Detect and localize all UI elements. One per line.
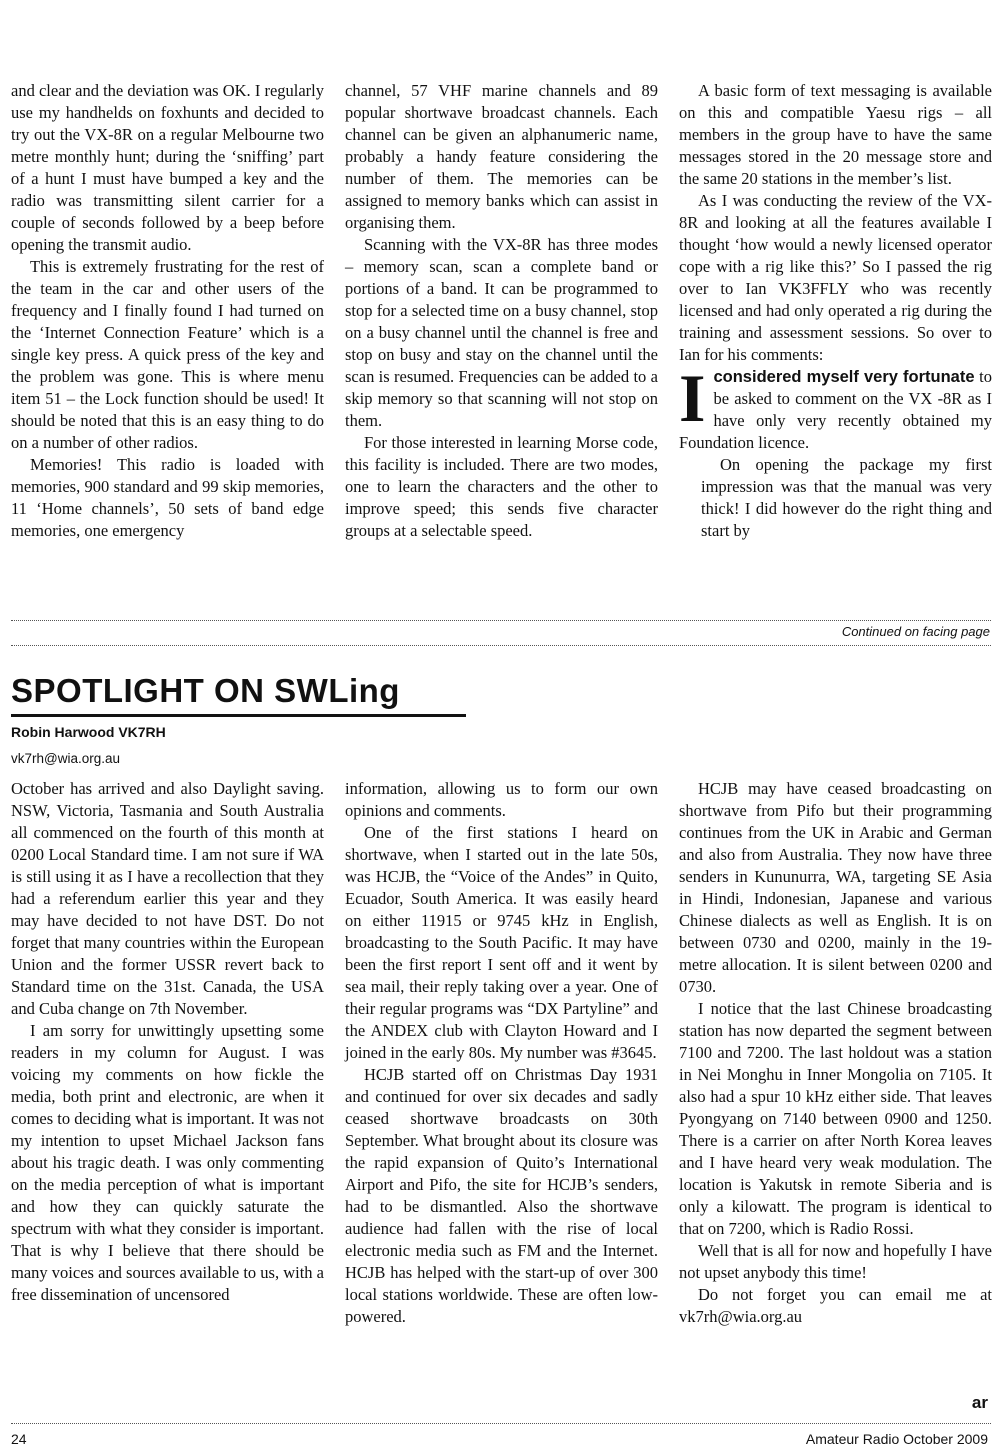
drop-cap: I	[679, 360, 706, 436]
paragraph: October has arrived and also Daylight saving. NSW, Victoria, Tasmania and South Australia all commenced on the fourth of this month at 0200 Local Standard time. I am not sure if WA is still using it as I have a recollection that they had a referendum earlier this year and they may have decided to not have DST. Do not forget that many countries within the European Union and the former USSR revert back to Standard time on the 31st. Canada, the USA and Cuba change on 7th November.	[11, 779, 324, 1018]
page-number: 24	[11, 1431, 27, 1447]
paragraph: channel, 57 VHF marine channels and 89 popular shortwave broadcast channels. Each channel can be given an alphanumeric name, probably a handy feature considering the number of them. The memories can be assigned to memory banks which can assist in organising them.	[345, 81, 658, 232]
publication-footer: Amateur Radio October 2009	[805, 1431, 988, 1447]
section-title: SPOTLIGHT ON SWLing	[11, 672, 400, 709]
end-mark: ar	[971, 1393, 988, 1412]
continued-note: Continued on facing page	[841, 624, 990, 639]
paragraph: On opening the package my first impression was that the manual was very thick! I did however do the right thing and start by	[701, 455, 992, 540]
paragraph: HCJB started off on Christmas Day 1931 and continued for over six decades and sadly ceased shortwave broadcasts on 30th September. What brought about its closure was the rapid expansion of Quito’s International Airport and Pifo, the site for HCJB’s senders, had to be dismantled. Also the shortwave audience had fallen with the rise of local electronic media such as FM and the Internet. HCJB has helped with the start-up of over 300 local stations worldwide. These are often low-powered.	[345, 1065, 658, 1326]
author-email: vk7rh@wia.org.au	[11, 751, 121, 766]
paragraph: Scanning with the VX-8R has three modes – memory scan, scan a complete band or portions of a band. It can be programmed to stop for a selected time on a busy channel, stop on a busy channel until the channel is free and stop on busy and stay on the channel until the scan is resumed. Frequencies can be added to a skip memory so that scanning will not stop on them.	[345, 235, 658, 430]
paragraph: information, allowing us to form our own opinions and comments.	[345, 779, 658, 820]
paragraph: This is extremely frustrating for the rest of the team in the car and other users of the frequency and I finally found I had turned on the ‘Internet Connection Feature’ which is a single key press. A quick press of the key and the problem was gone. This is where menu item 51 – the Lock function should be used! It should be noted that this is an easy thing to do on a number of other radios.	[11, 257, 324, 452]
spotlight-column-3	[679, 778, 992, 1328]
spotlight-column-2	[345, 778, 658, 1328]
divider	[11, 1423, 991, 1424]
paragraph: As I was conducting the review of the VX-8R and looking at all the features available I thought ‘how would a newly licensed operator cope with a rig like this?’ So I passed the rig over to Ian VK3FFLY who was recently licensed and had only operated a rig during the training and assessment sessions. So over to Ian for his comments:	[679, 191, 992, 364]
title-underline	[11, 714, 466, 717]
paragraph: A basic form of text messaging is available on this and compatible Yaesu rigs – all members in the group have to have the same messages stored in the 20 message store and the same 20 stations in the member’s list.	[679, 81, 992, 188]
top-article-column-1	[11, 80, 324, 542]
ian-comments	[679, 360, 992, 542]
paragraph: Do not forget you can email me at vk7rh@wia.org.au	[679, 1285, 992, 1326]
paragraph: I notice that the last Chinese broadcasting station has now departed the segment between 7100 and 7200. The last holdout was a station in Nei Monghu in Inner Mongolia on 7105. It also had a spur 10 kHz either side. That leaves Pyongyang on 7140 between 0900 and 1250. There is a carrier on after North Korea leaves and I have heard very weak modulation. The location is Yakutsk in remote Siberia and is only a kilowatt. The program is identical to that on 7200, which is Radio Rossi.	[679, 999, 992, 1238]
paragraph: I am sorry for unwittingly upsetting some readers in my column for August. I was voicing my comments on how fickle the media, both print and electronic, are when it comes to deciding what is important. It was not my intention to upset Michael Jackson fans about his tragic death. I was only commenting on the media perception of what is important and how they can quickly saturate the spectrum with what they consider is important. That is why I believe that there should be many voices and sources available to us, with a free dissemination of uncensored	[11, 1021, 324, 1304]
divider	[11, 620, 991, 621]
top-article-column-3	[679, 80, 992, 542]
top-article-column-2	[345, 80, 658, 542]
paragraph: For those interested in learning Morse code, this facility is included. There are two modes, one to learn the characters and the other to improve speed; this sends five character groups at a selectable speed.	[345, 433, 658, 540]
spotlight-column-1	[11, 778, 324, 1306]
paragraph: One of the first stations I heard on shortwave, when I started out in the late 50s, was HCJB, the “Voice of the Andes” in Quito, Ecuador, South America. It was easily heard on either 11915 or 9745 kHz in English, broadcasting to the South Pacific. It may have been the first report I sent off and it went by sea mail, their reply taking over a year. One of their regular programs was “DX Partyline” and the ANDEX club with Clayton Howard and I joined in the early 80s. My number was #3645.	[345, 823, 658, 1062]
paragraph: Memories! This radio is loaded with memories, 900 standard and 99 skip memories, 11 ‘Home channels’, 50 sets of band edge memories, one emergency	[11, 455, 324, 540]
author-byline: Robin Harwood VK7RH	[11, 724, 166, 740]
paragraph: and clear and the deviation was OK. I regularly use my handhelds on foxhunts and decided to try out the VX-8R on a regular Melbourne two metre monthly hunt; during the ‘sniffing’ part of a hunt I must have bumped a key and the radio was transmitting silent carrier for a couple of seconds followed by a beep before opening the transmit audio.	[11, 81, 324, 254]
lead-rest-text: to be asked to comment on the VX -8R as I have only very recently obtained my Foundation licence.	[679, 367, 992, 452]
lead-bold-text: considered myself very fortunate	[713, 368, 975, 386]
divider	[11, 645, 991, 646]
ian-lead-paragraph	[679, 360, 992, 454]
paragraph: HCJB may have ceased broadcasting on shortwave from Pifo but their programming continues from the UK in Arabic and German and also from Australia. They now have three senders in Kununurra, WA, targeting SE Asia in Hindi, Indonesian, Japanese and various Chinese dialects as well as English. It is on between 0730 and 0200, mainly in the 19-metre allocation. It is silent between 0200 and 0730.	[679, 779, 992, 996]
paragraph: Well that is all for now and hopefully I have not upset anybody this time!	[679, 1241, 992, 1282]
